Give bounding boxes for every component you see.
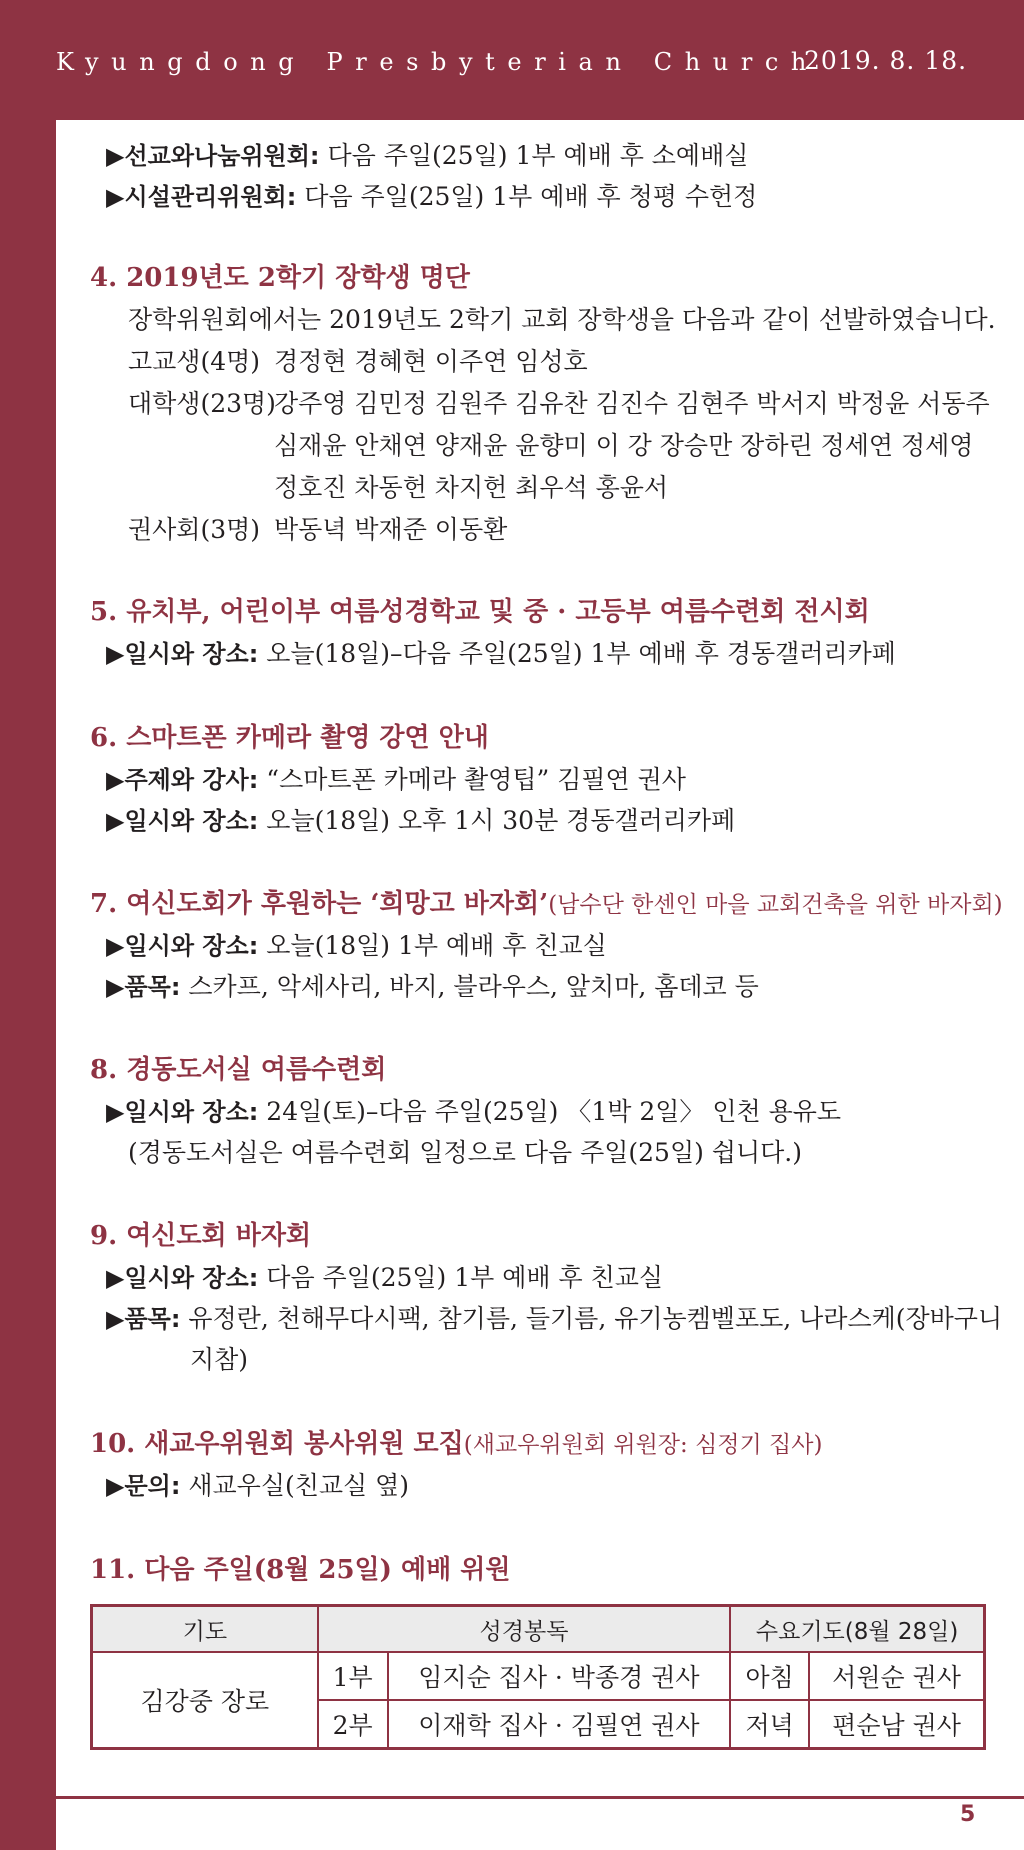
- list-item: ▶문의: 새교우실(친교실 옆): [106, 1471, 410, 1500]
- section-8-title: 8. 경동도서실 여름수련회: [90, 1055, 387, 1085]
- list-item: ▶일시와 장소: 다음 주일(25일) 1부 예배 후 친교실: [106, 1263, 664, 1292]
- scripture-readers: 임지순 집사 · 박종경 권사: [388, 1652, 731, 1700]
- section-11-title: 11. 다음 주일(8월 25일) 예배 위원: [90, 1555, 511, 1585]
- prayer-time: 저녁: [730, 1700, 809, 1749]
- header-prayer: 기도: [92, 1606, 318, 1653]
- section-9-title: 9. 여신도회 바자회: [90, 1221, 312, 1251]
- header-scripture-reading: 성경봉독: [318, 1606, 731, 1653]
- group-names: 강주영 김민정 김원주 김유찬 김진수 김현주 박서지 박정윤 서동주: [274, 389, 990, 418]
- service-part: 2부: [318, 1700, 388, 1749]
- section-4-title: 4. 2019년도 2학기 장학생 명단: [90, 263, 470, 293]
- section-10-subtitle: (새교우위원회 위원장: 심정기 집사): [463, 1432, 823, 1458]
- scripture-readers: 이재학 집사 · 김필연 권사: [388, 1700, 731, 1749]
- worship-schedule-table: [90, 1604, 986, 1750]
- group-names: 경정현 경혜현 이주연 임성호: [274, 347, 588, 376]
- list-item: ▶일시와 장소: 오늘(18일) 오후 1시 30분 경동갤러리카페: [106, 806, 736, 835]
- prayer-time: 아침: [730, 1652, 809, 1700]
- page-number: 5: [960, 1802, 976, 1827]
- list-item: ▶시설관리위원회: 다음 주일(25일) 1부 예배 후 청평 수헌정: [106, 182, 758, 211]
- list-item: ▶주제와 강사: “스마트폰 카메라 촬영팁” 김필연 권사: [106, 765, 686, 794]
- group-names: 정호진 차동헌 차지헌 최우석 홍윤서: [274, 473, 669, 502]
- bulletin-content: [56, 120, 1024, 1800]
- church-name: Kyungdong Presbyterian Church: [56, 48, 819, 76]
- section-6-title: 6. 스마트폰 카메라 촬영 강연 안내: [90, 723, 489, 753]
- bulletin-date: 2019. 8. 18.: [804, 46, 968, 75]
- footer-divider: [56, 1796, 1024, 1799]
- left-margin-band: [0, 0, 56, 1850]
- list-item: ▶품목: 스카프, 악세사리, 바지, 블라우스, 앞치마, 홈데코 등: [106, 972, 759, 1001]
- table-row: [92, 1652, 985, 1700]
- list-item: ▶일시와 장소: 24일(토)–다음 주일(25일) 〈1박 2일〉 인천 용유도: [106, 1097, 842, 1126]
- section-7-title: 7. 여신도회가 후원하는 ‘희망고 바자회’(남수단 한센인 마을 교회건축을 위한 바자회): [90, 889, 1003, 919]
- list-item: ▶품목: 유정란, 천해무다시팩, 참기름, 들기름, 유기농켐벨포도, 나라스케(장바구니: [106, 1304, 1003, 1333]
- section-10-title: 10. 새교우위원회 봉사위원 모집(새교우위원회 위원장: 심정기 집사): [90, 1429, 823, 1459]
- table-header-row: [92, 1606, 985, 1653]
- list-item: ▶일시와 장소: 오늘(18일) 1부 예배 후 친교실: [106, 931, 607, 960]
- scholarship-intro: 장학위원회에서는 2019년도 2학기 교회 장학생을 다음과 같이 선발하였습니다.: [128, 305, 996, 334]
- list-item: ▶선교와나눔위원회: 다음 주일(25일) 1부 예배 후 소예배실: [106, 141, 749, 170]
- header-wednesday-prayer: 수요기도(8월 28일): [730, 1606, 984, 1653]
- service-part: 1부: [318, 1652, 388, 1700]
- prayer-person: 서원순 권사: [809, 1652, 984, 1700]
- group-names: 박동녁 박재준 이동환: [274, 515, 508, 544]
- list-item: ▶일시와 장소: 오늘(18일)–다음 주일(25일) 1부 예배 후 경동갤러리카페: [106, 639, 896, 668]
- group-label: 권사회(3명): [128, 515, 261, 544]
- prayer-leader: 김강중 장로: [92, 1652, 318, 1749]
- group-label: 고교생(4명): [128, 347, 261, 376]
- group-label: 대학생(23명): [128, 389, 276, 418]
- section-5-title: 5. 유치부, 어린이부 여름성경학교 및 중 · 고등부 여름수련회 전시회: [90, 597, 870, 627]
- group-names: 심재윤 안채연 양재윤 윤향미 이 강 장승만 장하린 정세연 정세영: [274, 431, 974, 460]
- list-item-continuation: 지참): [190, 1345, 249, 1374]
- section-7-subtitle: (남수단 한센인 마을 교회건축을 위한 바자회): [548, 892, 1003, 918]
- library-note: (경동도서실은 여름수련회 일정으로 다음 주일(25일) 쉽니다.): [128, 1138, 802, 1167]
- prayer-person: 편순남 권사: [809, 1700, 984, 1749]
